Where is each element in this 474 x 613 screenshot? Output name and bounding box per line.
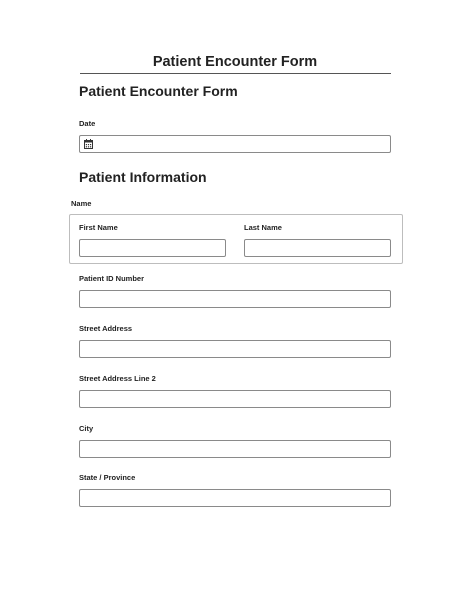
last-name-field[interactable] xyxy=(244,239,391,257)
date-field[interactable] xyxy=(79,135,391,153)
document-title: Patient Encounter Form xyxy=(152,54,318,70)
street-address-label: Street Address xyxy=(79,324,133,333)
first-name-field[interactable] xyxy=(79,239,226,257)
street-address-2-label: Street Address Line 2 xyxy=(79,374,156,383)
patient-id-label: Patient ID Number xyxy=(79,274,145,283)
street-address-2-field[interactable] xyxy=(79,390,391,408)
name-group-label: Name xyxy=(71,199,92,208)
first-name-label: First Name xyxy=(79,223,118,232)
patient-id-field[interactable] xyxy=(79,290,391,308)
state-province-field[interactable] xyxy=(79,489,391,507)
last-name-label: Last Name xyxy=(244,223,282,232)
street-address-field[interactable] xyxy=(79,340,391,358)
patient-info-heading: Patient Information xyxy=(79,169,207,185)
calendar-icon[interactable] xyxy=(84,139,93,149)
city-label: City xyxy=(79,424,94,433)
state-province-label: State / Province xyxy=(79,473,136,482)
title-divider xyxy=(80,73,391,74)
city-field[interactable] xyxy=(79,440,391,458)
form-heading: Patient Encounter Form xyxy=(79,83,238,99)
date-label: Date xyxy=(79,119,96,128)
